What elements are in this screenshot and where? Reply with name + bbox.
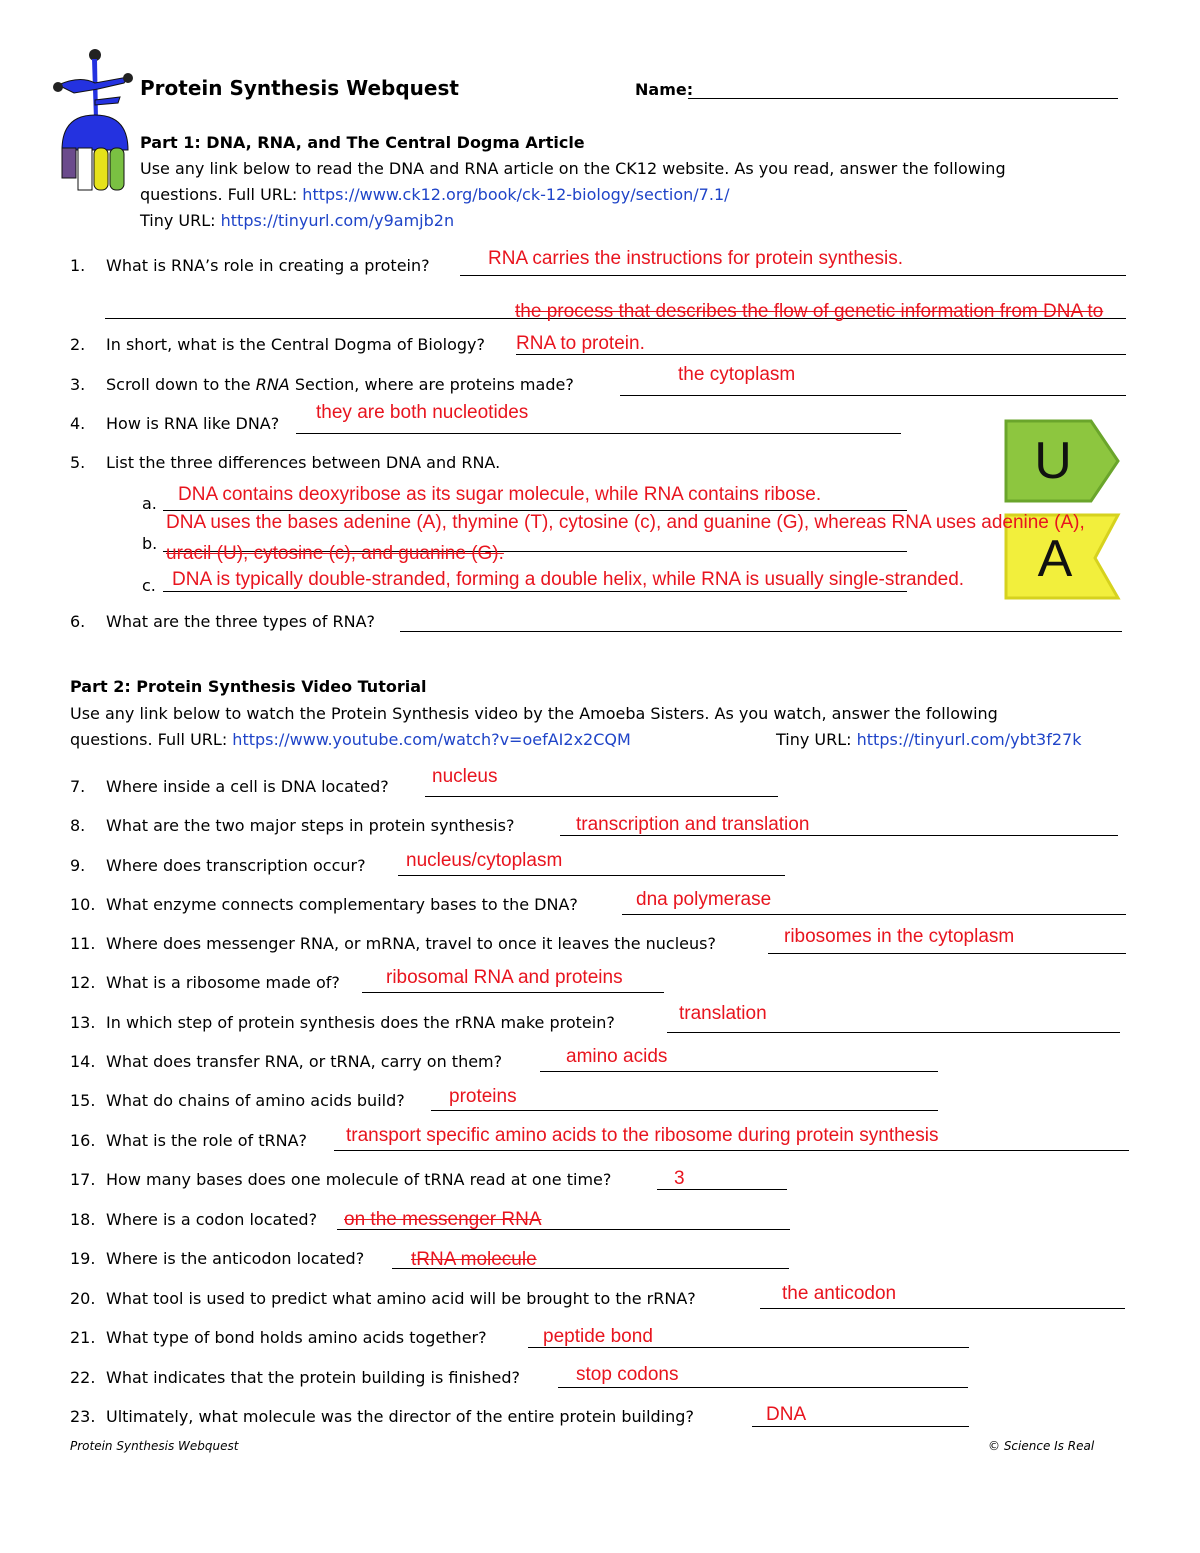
answer-line-3[interactable] bbox=[620, 395, 1126, 396]
answer-line-23[interactable] bbox=[752, 1426, 969, 1427]
question-16 bbox=[70, 1131, 307, 1151]
question-text: Where does transcription occur? bbox=[106, 856, 366, 875]
question-20 bbox=[70, 1289, 696, 1309]
ck12-tiny-url-link[interactable]: https://tinyurl.com/y9amjb2n bbox=[220, 211, 455, 230]
question-1: 1. What is RNA’s role in creating a protein? bbox=[70, 256, 430, 275]
question-number: 15. bbox=[70, 1091, 96, 1110]
answer-2-line1: the process that describes the flow of genetic information from DNA to bbox=[515, 301, 1104, 322]
answer-line-7[interactable] bbox=[425, 796, 778, 797]
answer-line-11[interactable] bbox=[768, 953, 1126, 954]
question-text: Ultimately, what molecule was the director of the entire protein building? bbox=[106, 1407, 694, 1426]
question-21 bbox=[70, 1328, 487, 1348]
answer-line-10[interactable] bbox=[622, 914, 1126, 915]
part1-intro-line1: Use any link below to read the DNA and RNA article on the CK12 website. As you read, answer the following bbox=[140, 159, 1006, 178]
answer-19: tRNA molecule bbox=[411, 1249, 537, 1270]
answer-5b-line1: DNA uses the bases adenine (A), thymine (T), cytosine (c), and guanine (G), whereas RNA uses adenine (A), bbox=[166, 512, 1085, 533]
answer-line-9[interactable] bbox=[398, 875, 785, 876]
name-label: Name: bbox=[635, 80, 694, 99]
question-text: What do chains of amino acids build? bbox=[106, 1091, 405, 1110]
answer-5c: DNA is typically double-stranded, forming a double helix, while RNA is usually single-stranded. bbox=[172, 569, 965, 590]
question-8 bbox=[70, 816, 514, 836]
question-number: 11. bbox=[70, 934, 96, 953]
question-text: How many bases does one molecule of tRNA read at one time? bbox=[106, 1170, 612, 1189]
question-15 bbox=[70, 1091, 405, 1111]
ck12-full-url-link[interactable]: https://www.ck12.org/book/ck-12-biology/section/7.1/ bbox=[302, 185, 730, 204]
uracil-label: U bbox=[1034, 432, 1072, 490]
question-number: 13. bbox=[70, 1013, 96, 1032]
answer-line-20[interactable] bbox=[760, 1308, 1125, 1309]
question-number: 20. bbox=[70, 1289, 96, 1308]
answer-5a: DNA contains deoxyribose as its sugar molecule, while RNA contains ribose. bbox=[178, 484, 822, 505]
answer-21: peptide bond bbox=[543, 1326, 653, 1347]
answer-10: dna polymerase bbox=[636, 889, 772, 910]
answer-22: stop codons bbox=[576, 1364, 679, 1385]
question-14 bbox=[70, 1052, 502, 1072]
question-number: 14. bbox=[70, 1052, 96, 1071]
question-number: 9. bbox=[70, 856, 86, 875]
youtube-tiny-url-link[interactable]: https://tinyurl.com/ybt3f27k bbox=[856, 730, 1082, 749]
question-7 bbox=[70, 777, 389, 797]
answer-16: transport specific amino acids to the ribosome during protein synthesis bbox=[346, 1125, 939, 1146]
part2-tiny-url: Tiny URL: https://tinyurl.com/ybt3f27k bbox=[776, 730, 1082, 749]
question-number: 8. bbox=[70, 816, 86, 835]
uracil-nucleotide-icon bbox=[1003, 416, 1123, 506]
answer-23: DNA bbox=[766, 1404, 807, 1425]
question-text: What does transfer RNA, or tRNA, carry on them? bbox=[106, 1052, 503, 1071]
question-number: 21. bbox=[70, 1328, 96, 1347]
answer-20: the anticodon bbox=[782, 1283, 897, 1304]
answer-line-1[interactable] bbox=[460, 275, 1126, 276]
part1-intro-line3: Tiny URL: https://tinyurl.com/y9amjb2n bbox=[140, 211, 455, 230]
question-5: 5. List the three differences between DNA and RNA. bbox=[70, 453, 501, 472]
answer-line-4[interactable] bbox=[296, 433, 901, 434]
question-number: 16. bbox=[70, 1131, 96, 1150]
answer-8: transcription and translation bbox=[576, 814, 810, 835]
question-13 bbox=[70, 1013, 615, 1033]
answer-1: RNA carries the instructions for protein synthesis. bbox=[488, 248, 904, 269]
part2-intro-line2: questions. Full URL: https://www.youtube.com/watch?v=oefAI2x2CQM bbox=[70, 730, 631, 749]
question-18 bbox=[70, 1210, 317, 1230]
question-4: 4. How is RNA like DNA? bbox=[70, 414, 280, 433]
question-number: 7. bbox=[70, 777, 86, 796]
question-2: 2. In short, what is the Central Dogma of Biology? bbox=[70, 335, 485, 354]
question-10 bbox=[70, 895, 578, 915]
question-9 bbox=[70, 856, 366, 876]
part1-heading: Part 1: DNA, RNA, and The Central Dogma Article bbox=[140, 133, 585, 152]
question-number: 12. bbox=[70, 973, 96, 992]
answer-7: nucleus bbox=[432, 766, 498, 787]
question-text: Where inside a cell is DNA located? bbox=[106, 777, 389, 796]
question-23 bbox=[70, 1407, 694, 1427]
answer-9: nucleus/cytoplasm bbox=[406, 850, 563, 871]
part2-intro-line1: Use any link below to watch the Protein Synthesis video by the Amoeba Sisters. As you watch, answer the following bbox=[70, 704, 998, 723]
question-number: 10. bbox=[70, 895, 96, 914]
answer-line-22[interactable] bbox=[558, 1387, 968, 1388]
question-text: What is a ribosome made of? bbox=[106, 973, 340, 992]
name-field-line[interactable] bbox=[688, 98, 1118, 99]
answer-line-5c[interactable] bbox=[163, 591, 907, 592]
question-19 bbox=[70, 1249, 364, 1269]
question-number: 19. bbox=[70, 1249, 96, 1268]
sub-label-b: b. bbox=[142, 534, 158, 553]
question-6: 6. What are the three types of RNA? bbox=[70, 612, 376, 631]
answer-line-6[interactable] bbox=[400, 631, 1122, 632]
youtube-full-url-link[interactable]: https://www.youtube.com/watch?v=oefAI2x2CQM bbox=[232, 730, 631, 749]
answer-line-13[interactable] bbox=[667, 1032, 1120, 1033]
answer-15: proteins bbox=[449, 1086, 517, 1107]
sub-label-c: c. bbox=[142, 576, 156, 595]
question-text: What type of bond holds amino acids together? bbox=[106, 1328, 487, 1347]
trna-molecule-icon bbox=[50, 45, 135, 195]
part1-intro-line2: questions. Full URL: https://www.ck12.org/book/ck-12-biology/section/7.1/ bbox=[140, 185, 730, 204]
question-number: 23. bbox=[70, 1407, 96, 1426]
answer-line-12[interactable] bbox=[362, 992, 664, 993]
question-22 bbox=[70, 1368, 520, 1388]
question-3: 3. Scroll down to the RNA Section, where are proteins made? bbox=[70, 375, 574, 394]
answer-5b-line2: uracil (U), cytosine (c), and guanine (G). bbox=[166, 543, 504, 564]
footer-left: Protein Synthesis Webquest bbox=[70, 1439, 239, 1453]
question-text: Where is the anticodon located? bbox=[106, 1249, 365, 1268]
part2-heading: Part 2: Protein Synthesis Video Tutorial bbox=[70, 677, 427, 696]
question-text: In which step of protein synthesis does the rRNA make protein? bbox=[106, 1013, 615, 1032]
answer-18: on the messenger RNA bbox=[344, 1209, 542, 1230]
answer-line-14[interactable] bbox=[540, 1071, 938, 1072]
question-12 bbox=[70, 973, 340, 993]
page-title: Protein Synthesis Webquest bbox=[140, 76, 459, 100]
answer-line-16[interactable] bbox=[334, 1150, 1129, 1151]
question-number: 17. bbox=[70, 1170, 96, 1189]
answer-14: amino acids bbox=[566, 1046, 668, 1067]
answer-2-line2: RNA to protein. bbox=[516, 333, 645, 354]
question-11 bbox=[70, 934, 716, 954]
answer-17: 3 bbox=[674, 1168, 685, 1189]
answer-line-5a[interactable] bbox=[163, 510, 907, 511]
answer-3: the cytoplasm bbox=[678, 364, 796, 385]
adenine-label: A bbox=[1037, 530, 1073, 588]
answer-13: translation bbox=[679, 1003, 767, 1024]
question-text: What tool is used to predict what amino acid will be brought to the rRNA? bbox=[106, 1289, 696, 1308]
answer-11: ribosomes in the cytoplasm bbox=[784, 926, 1015, 947]
question-text: Where does messenger RNA, or mRNA, travel to once it leaves the nucleus? bbox=[106, 934, 716, 953]
question-text: What indicates that the protein building is finished? bbox=[106, 1368, 521, 1387]
question-17 bbox=[70, 1170, 611, 1190]
answer-12: ribosomal RNA and proteins bbox=[386, 967, 623, 988]
question-text: Where is a codon located? bbox=[106, 1210, 318, 1229]
question-text: What enzyme connects complementary bases to the DNA? bbox=[106, 895, 578, 914]
answer-4: they are both nucleotides bbox=[316, 402, 529, 423]
question-text: What is the role of tRNA? bbox=[106, 1131, 308, 1150]
footer-right: © Science Is Real bbox=[988, 1439, 1095, 1453]
question-number: 22. bbox=[70, 1368, 96, 1387]
answer-line-15[interactable] bbox=[431, 1110, 938, 1111]
sub-label-a: a. bbox=[142, 494, 157, 513]
question-number: 18. bbox=[70, 1210, 96, 1229]
question-text: What are the two major steps in protein synthesis? bbox=[106, 816, 515, 835]
